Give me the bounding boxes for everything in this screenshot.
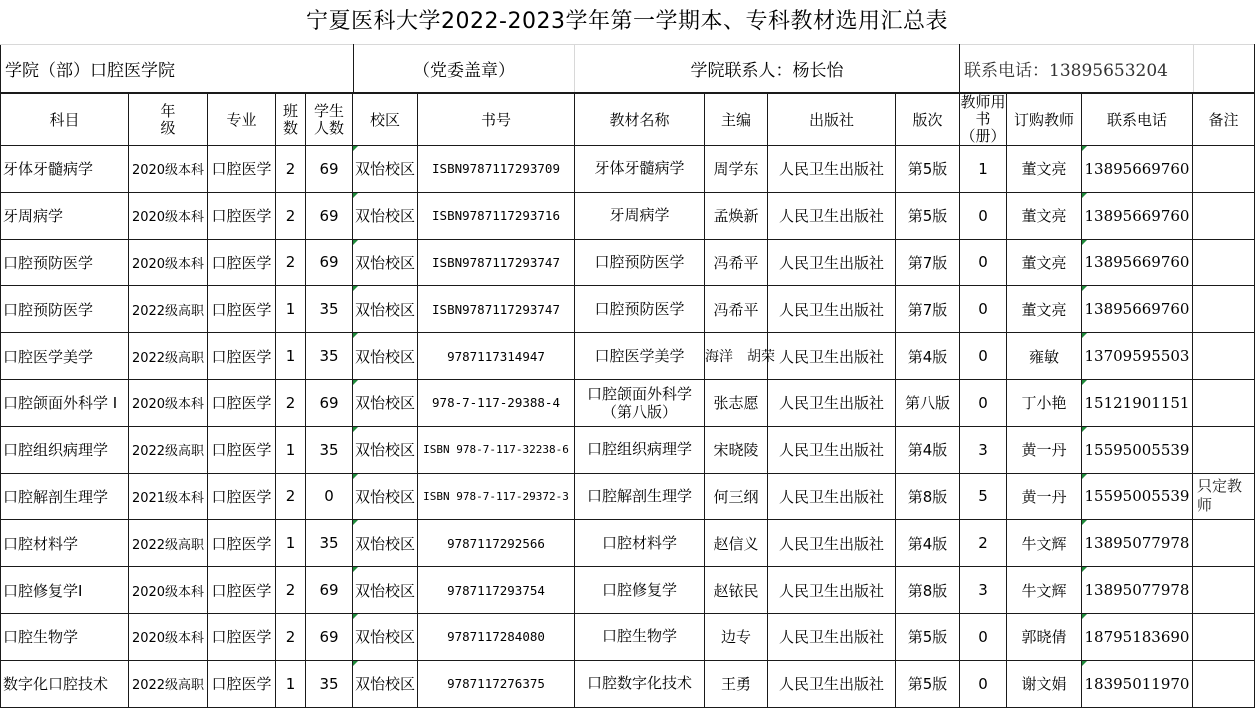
cell-phone[interactable]: 13895669760 xyxy=(1082,239,1193,286)
col-phone[interactable]: 联系电话 xyxy=(1082,94,1193,146)
cell-grade[interactable]: 2021级本科 xyxy=(129,473,208,520)
cell-grade[interactable]: 2020级本科 xyxy=(129,192,208,239)
cell-editor[interactable]: 宋晓陵 xyxy=(705,426,768,473)
cell-publisher[interactable]: 人民卫生出版社 xyxy=(768,286,896,333)
cell-campus[interactable]: 双怡校区 xyxy=(353,426,418,473)
cell-isbn[interactable]: 9787117276375 xyxy=(418,660,575,707)
cell-subject[interactable]: 口腔预防医学 xyxy=(1,239,129,286)
cell-edition[interactable]: 第5版 xyxy=(896,613,960,660)
cell-publisher[interactable]: 人民卫生出版社 xyxy=(768,333,896,380)
cell-editor[interactable]: 周学东 xyxy=(705,146,768,193)
cell-book[interactable]: 口腔预防医学 xyxy=(575,239,705,286)
cell-phone[interactable]: 13895077978 xyxy=(1082,567,1193,614)
header-row xyxy=(1,94,1255,146)
cell-teacher[interactable]: 董文亮 xyxy=(1007,146,1082,193)
cell-grade[interactable]: 2020级本科 xyxy=(129,567,208,614)
cell-major[interactable]: 口腔医学 xyxy=(208,192,276,239)
seal-note[interactable]: （党委盖章） xyxy=(354,45,575,93)
cell-publisher[interactable]: 人民卫生出版社 xyxy=(768,520,896,567)
cell-edition[interactable]: 第5版 xyxy=(896,192,960,239)
table-row xyxy=(1,520,1255,567)
cell-subject[interactable]: 口腔医学美学 xyxy=(1,333,129,380)
cell-note[interactable] xyxy=(1193,239,1255,286)
cell-classes[interactable]: 1 xyxy=(276,660,306,707)
col-grade[interactable]: 年 级 xyxy=(129,94,208,146)
cell-major[interactable]: 口腔医学 xyxy=(208,426,276,473)
cell-isbn[interactable]: ISBN9787117293747 xyxy=(418,286,575,333)
cell-isbn[interactable]: 9787117314947 xyxy=(418,333,575,380)
cell-phone[interactable]: 18395011970 xyxy=(1082,660,1193,707)
cell-note[interactable] xyxy=(1193,660,1255,707)
cell-note[interactable] xyxy=(1193,333,1255,380)
cell-classes[interactable]: 1 xyxy=(276,333,306,380)
cell-subject[interactable]: 口腔颌面外科学 I xyxy=(1,379,129,426)
col-subject[interactable]: 科目 xyxy=(1,94,129,146)
cell-major[interactable]: 口腔医学 xyxy=(208,520,276,567)
cell-students[interactable]: 35 xyxy=(306,660,353,707)
cell-grade[interactable]: 2020级本科 xyxy=(129,379,208,426)
cell-subject[interactable]: 口腔预防医学 xyxy=(1,286,129,333)
cell-isbn[interactable]: 9787117284080 xyxy=(418,613,575,660)
cell-editor[interactable]: 孟焕新 xyxy=(705,192,768,239)
cell-teacher-books[interactable]: 3 xyxy=(960,426,1007,473)
cell-note[interactable]: 只定教师 xyxy=(1193,473,1255,520)
table-row xyxy=(1,473,1255,520)
cell-grade[interactable]: 2022级高职 xyxy=(129,333,208,380)
cell-subject[interactable]: 口腔解剖生理学 xyxy=(1,473,129,520)
cell-classes[interactable]: 2 xyxy=(276,473,306,520)
cell-note[interactable] xyxy=(1193,520,1255,567)
cell-teacher-books[interactable]: 0 xyxy=(960,379,1007,426)
cell-edition[interactable]: 第7版 xyxy=(896,239,960,286)
cell-campus[interactable]: 双怡校区 xyxy=(353,239,418,286)
cell-teacher-books[interactable]: 5 xyxy=(960,473,1007,520)
cell-teacher[interactable]: 丁小艳 xyxy=(1007,379,1082,426)
cell-major[interactable]: 口腔医学 xyxy=(208,613,276,660)
cell-teacher[interactable]: 黄一丹 xyxy=(1007,473,1082,520)
table-row xyxy=(1,613,1255,660)
cell-publisher[interactable]: 人民卫生出版社 xyxy=(768,192,896,239)
cell-phone[interactable]: 15595005539 xyxy=(1082,426,1193,473)
cell-students[interactable]: 35 xyxy=(306,520,353,567)
cell-teacher[interactable]: 董文亮 xyxy=(1007,286,1082,333)
cell-phone[interactable]: 13895669760 xyxy=(1082,146,1193,193)
cell-classes[interactable]: 1 xyxy=(276,520,306,567)
cell-classes[interactable]: 2 xyxy=(276,146,306,193)
cell-teacher-books[interactable]: 2 xyxy=(960,520,1007,567)
cell-note[interactable] xyxy=(1193,286,1255,333)
cell-grade[interactable]: 2022级高职 xyxy=(129,660,208,707)
cell-classes[interactable]: 2 xyxy=(276,613,306,660)
cell-students[interactable]: 69 xyxy=(306,567,353,614)
cell-edition[interactable]: 第8版 xyxy=(896,473,960,520)
cell-campus[interactable]: 双怡校区 xyxy=(353,379,418,426)
cell-editor[interactable]: 赵信义 xyxy=(705,520,768,567)
cell-classes[interactable]: 2 xyxy=(276,239,306,286)
cell-edition[interactable]: 第5版 xyxy=(896,660,960,707)
cell-teacher-books[interactable]: 0 xyxy=(960,613,1007,660)
cell-note[interactable] xyxy=(1193,146,1255,193)
cell-grade[interactable]: 2020级本科 xyxy=(129,146,208,193)
cell-edition[interactable]: 第8版 xyxy=(896,567,960,614)
col-editor[interactable]: 主编 xyxy=(705,94,768,146)
cell-campus[interactable]: 双怡校区 xyxy=(353,660,418,707)
cell-book[interactable]: 口腔预防医学 xyxy=(575,286,705,333)
cell-isbn[interactable]: 978-7-117-29388-4 xyxy=(418,379,575,426)
cell-grade[interactable]: 2022级高职 xyxy=(129,286,208,333)
cell-teacher-books[interactable]: 3 xyxy=(960,567,1007,614)
table-row xyxy=(1,239,1255,286)
cell-subject[interactable]: 口腔材料学 xyxy=(1,520,129,567)
cell-edition[interactable]: 第4版 xyxy=(896,426,960,473)
col-note[interactable]: 备注 xyxy=(1193,94,1255,146)
cell-note[interactable] xyxy=(1193,379,1255,426)
cell-classes[interactable]: 2 xyxy=(276,567,306,614)
cell-students[interactable]: 35 xyxy=(306,286,353,333)
cell-grade[interactable]: 2020级本科 xyxy=(129,239,208,286)
cell-campus[interactable]: 双怡校区 xyxy=(353,613,418,660)
cell-isbn[interactable]: ISBN9787117293716 xyxy=(418,192,575,239)
cell-note[interactable] xyxy=(1193,192,1255,239)
cell-book[interactable]: 口腔医学美学 xyxy=(575,333,705,380)
cell-phone[interactable]: 15595005539 xyxy=(1082,473,1193,520)
cell-book[interactable]: 牙周病学 xyxy=(575,192,705,239)
table-row xyxy=(1,286,1255,333)
cell-teacher-books[interactable]: 0 xyxy=(960,660,1007,707)
cell-editor[interactable]: 海洋 胡荣 xyxy=(705,333,768,380)
col-teacher-books[interactable]: 教师用书（册） xyxy=(960,93,1006,145)
cell-editor[interactable]: 张志愿 xyxy=(705,379,768,426)
cell-students[interactable]: 69 xyxy=(306,192,353,239)
cell-edition[interactable]: 第7版 xyxy=(896,286,960,333)
cell-book[interactable]: 口腔数字化技术 xyxy=(575,660,705,707)
cell-teacher[interactable]: 牛文辉 xyxy=(1007,520,1082,567)
cell-major[interactable]: 口腔医学 xyxy=(208,660,276,707)
cell-classes[interactable]: 1 xyxy=(276,426,306,473)
cell-publisher[interactable]: 人民卫生出版社 xyxy=(768,379,896,426)
cell-isbn[interactable]: ISBN9787117293709 xyxy=(418,146,575,193)
col-publisher[interactable]: 出版社 xyxy=(768,94,896,146)
cell-major[interactable]: 口腔医学 xyxy=(208,146,276,193)
cell-students[interactable]: 35 xyxy=(306,426,353,473)
cell-phone[interactable]: 13709595503 xyxy=(1082,333,1193,380)
cell-teacher-books[interactable]: 0 xyxy=(960,286,1007,333)
cell-phone[interactable]: 13895669760 xyxy=(1082,192,1193,239)
cell-major[interactable]: 口腔医学 xyxy=(208,286,276,333)
cell-teacher[interactable]: 谢文娟 xyxy=(1007,660,1082,707)
cell-subject[interactable]: 数字化口腔技术 xyxy=(1,660,129,707)
cell-subject[interactable]: 口腔修复学I xyxy=(1,567,129,614)
table-row xyxy=(1,192,1255,239)
cell-phone[interactable]: 13895669760 xyxy=(1082,286,1193,333)
cell-book[interactable]: 口腔组织病理学 xyxy=(575,426,705,473)
table-row xyxy=(1,660,1255,707)
cell-edition[interactable]: 第4版 xyxy=(896,520,960,567)
cell-grade[interactable]: 2022级高职 xyxy=(129,520,208,567)
cell-note[interactable] xyxy=(1193,426,1255,473)
cell-note[interactable] xyxy=(1193,567,1255,614)
table-row xyxy=(1,333,1255,380)
cell-editor[interactable]: 冯希平 xyxy=(705,286,768,333)
cell-campus[interactable]: 双怡校区 xyxy=(353,473,418,520)
cell-book[interactable]: 牙体牙髓病学 xyxy=(575,146,705,193)
contact-phone[interactable]: 联系电话：13895653204 xyxy=(960,45,1194,93)
cell-subject[interactable]: 牙周病学 xyxy=(1,192,129,239)
cell-phone[interactable]: 18795183690 xyxy=(1082,613,1193,660)
cell-teacher-books[interactable]: 0 xyxy=(960,333,1007,380)
col-campus[interactable]: 校区 xyxy=(353,94,418,146)
textbook-table xyxy=(0,93,1255,708)
table-row xyxy=(1,379,1255,426)
cell-isbn[interactable]: ISBN9787117293747 xyxy=(418,239,575,286)
cell-students[interactable]: 69 xyxy=(306,379,353,426)
cell-teacher[interactable]: 郭晓倩 xyxy=(1007,613,1082,660)
contact-person[interactable]: 学院联系人：杨长怡 xyxy=(575,45,960,93)
cell-major[interactable]: 口腔医学 xyxy=(208,333,276,380)
cell-edition[interactable]: 第4版 xyxy=(896,333,960,380)
cell-grade[interactable]: 2022级高职 xyxy=(129,426,208,473)
cell-isbn[interactable]: ISBN 978-7-117-32238-6 xyxy=(418,426,575,473)
cell-book[interactable]: 口腔修复学 xyxy=(575,567,705,614)
cell-publisher[interactable]: 人民卫生出版社 xyxy=(768,473,896,520)
cell-grade[interactable]: 2020级本科 xyxy=(129,613,208,660)
col-students[interactable]: 学生 人数 xyxy=(306,94,353,146)
cell-editor[interactable]: 边专 xyxy=(705,613,768,660)
cell-campus[interactable]: 双怡校区 xyxy=(353,567,418,614)
cell-book[interactable]: 口腔材料学 xyxy=(575,520,705,567)
cell-edition[interactable]: 第5版 xyxy=(896,146,960,193)
cell-publisher[interactable]: 人民卫生出版社 xyxy=(768,426,896,473)
col-teacher[interactable]: 订购教师 xyxy=(1007,94,1082,146)
cell-major[interactable]: 口腔医学 xyxy=(208,473,276,520)
cell-major[interactable]: 口腔医学 xyxy=(208,567,276,614)
cell-major[interactable]: 口腔医学 xyxy=(208,239,276,286)
cell-isbn[interactable]: 9787117293754 xyxy=(418,567,575,614)
cell-book[interactable]: 口腔颌面外科学 （第八版） xyxy=(575,379,705,426)
college-name[interactable]: 学院（部）口腔医学院 xyxy=(1,45,354,93)
cell-editor[interactable]: 何三纲 xyxy=(705,473,768,520)
cell-subject[interactable]: 牙体牙髓病学 xyxy=(1,146,129,193)
cell-classes[interactable]: 2 xyxy=(276,192,306,239)
cell-campus[interactable]: 双怡校区 xyxy=(353,146,418,193)
sheet-title: 宁夏医科大学2022-2023学年第一学期本、专科教材选用汇总表 xyxy=(306,9,948,34)
cell-major[interactable]: 口腔医学 xyxy=(208,379,276,426)
cell-phone[interactable]: 13895077978 xyxy=(1082,520,1193,567)
cell-campus[interactable]: 双怡校区 xyxy=(353,286,418,333)
cell-campus[interactable]: 双怡校区 xyxy=(353,333,418,380)
cell-students[interactable]: 35 xyxy=(306,333,353,380)
cell-isbn[interactable]: ISBN 978-7-117-29372-3 xyxy=(418,473,575,520)
cell-teacher[interactable]: 雍敏 xyxy=(1007,333,1082,380)
info-row xyxy=(0,44,1255,93)
col-book[interactable]: 教材名称 xyxy=(575,94,705,146)
cell-note[interactable] xyxy=(1193,613,1255,660)
cell-students[interactable]: 69 xyxy=(306,146,353,193)
cell-book[interactable]: 口腔生物学 xyxy=(575,613,705,660)
table-row xyxy=(1,567,1255,614)
cell-book[interactable]: 口腔解剖生理学 xyxy=(575,473,705,520)
cell-students[interactable]: 69 xyxy=(306,613,353,660)
cell-subject[interactable]: 口腔生物学 xyxy=(1,613,129,660)
col-classes[interactable]: 班 数 xyxy=(276,94,306,146)
cell-teacher-books[interactable]: 1 xyxy=(960,146,1007,193)
cell-editor[interactable]: 冯希平 xyxy=(705,239,768,286)
cell-classes[interactable]: 1 xyxy=(276,286,306,333)
cell-campus[interactable]: 双怡校区 xyxy=(353,192,418,239)
table-row xyxy=(1,146,1255,193)
cell-editor[interactable]: 王勇 xyxy=(705,660,768,707)
cell-classes[interactable]: 2 xyxy=(276,379,306,426)
cell-subject[interactable]: 口腔组织病理学 xyxy=(1,426,129,473)
cell-teacher-books[interactable]: 0 xyxy=(960,239,1007,286)
cell-publisher[interactable]: 人民卫生出版社 xyxy=(768,567,896,614)
cell-campus[interactable]: 双怡校区 xyxy=(353,520,418,567)
cell-edition[interactable]: 第八版 xyxy=(896,379,960,426)
cell-publisher[interactable]: 人民卫生出版社 xyxy=(768,660,896,707)
cell-teacher[interactable]: 董文亮 xyxy=(1007,239,1082,286)
cell-phone[interactable]: 15121901151 xyxy=(1082,379,1193,426)
cell-teacher[interactable]: 董文亮 xyxy=(1007,192,1082,239)
cell-students[interactable]: 69 xyxy=(306,239,353,286)
cell-publisher[interactable]: 人民卫生出版社 xyxy=(768,146,896,193)
cell-publisher[interactable]: 人民卫生出版社 xyxy=(768,239,896,286)
table-row xyxy=(1,426,1255,473)
cell-teacher[interactable]: 黄一丹 xyxy=(1007,426,1082,473)
col-isbn[interactable]: 书号 xyxy=(418,94,575,146)
col-major[interactable]: 专业 xyxy=(208,94,276,146)
col-edition[interactable]: 版次 xyxy=(896,94,960,146)
empty-cell[interactable] xyxy=(1194,45,1255,93)
cell-editor[interactable]: 赵铱民 xyxy=(705,567,768,614)
cell-teacher-books[interactable]: 0 xyxy=(960,192,1007,239)
cell-students[interactable]: 0 xyxy=(306,473,353,520)
cell-isbn[interactable]: 9787117292566 xyxy=(418,520,575,567)
cell-publisher[interactable]: 人民卫生出版社 xyxy=(768,613,896,660)
cell-teacher[interactable]: 牛文辉 xyxy=(1007,567,1082,614)
